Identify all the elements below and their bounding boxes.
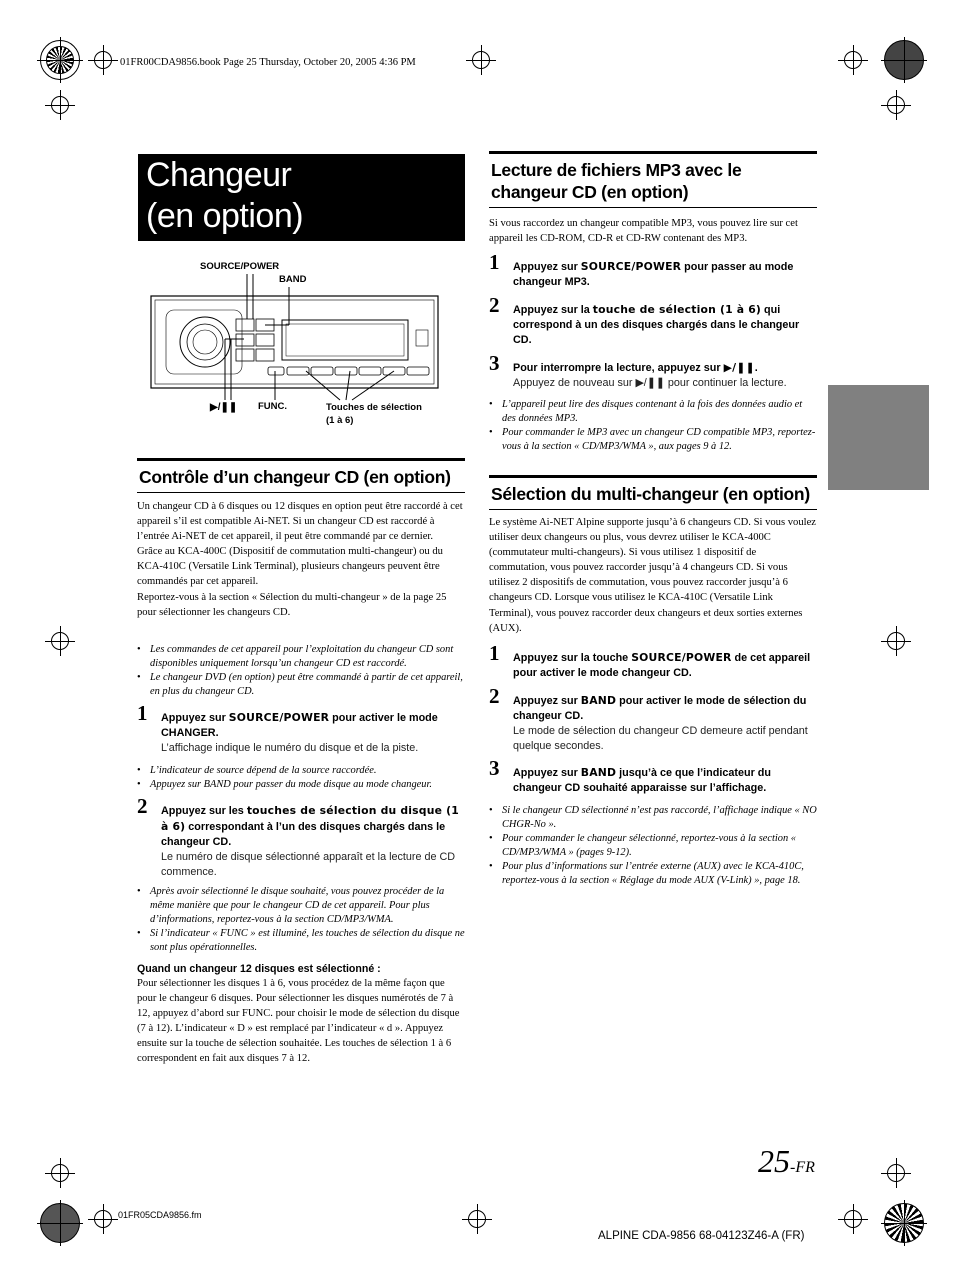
footer-model-code: ALPINE CDA-9856 68-04123Z46-A (FR): [598, 1230, 805, 1242]
key-band: BAND: [580, 766, 617, 779]
key-band: BAND: [580, 694, 617, 707]
registration-mark-icon: [881, 626, 911, 656]
registration-mark-icon: [45, 90, 75, 120]
registration-mark-icon: [466, 45, 496, 75]
paragraph: Reportez-vous à la section « Sélection du multi-changeur » de la page 25 pour sélectionner les changeurs CD.: [137, 591, 447, 618]
label-preset-keys: Touches de sélection (1 à 6): [326, 402, 422, 426]
page-number: 25-FR: [758, 1143, 815, 1179]
note-item: • Les commandes de cet appareil pour l’exploitation du changeur CD sont disponibles uniquement lorsqu’un changeur CD est raccordé.: [137, 643, 465, 671]
registration-mark-icon: [838, 1204, 868, 1234]
registration-mark-icon: [838, 45, 868, 75]
right-heading-multi-block: [489, 475, 817, 510]
left-heading-block: [137, 458, 465, 493]
registration-mark-icon: [45, 1158, 75, 1188]
step-number: 1: [489, 250, 500, 274]
paragraph: Le système Ai-NET Alpine supporte jusqu’à 6 changeurs CD. Si vous voulez utiliser deux changeurs ou plus, vous devrez utiliser le KCA-400C (commutateur multi-changeurs). Si vous utilisez 1 dispositif de commutation, vous pouvez raccorder jusqu’à 4 changeurs CD. Si vous utilisez 2 dispositifs de commutation, vous pouvez raccorder jusqu’à 6 changeurs CD. Lorsque vous utilisez le KCA-410C (Versatile Link Terminal), vous pouvez raccorder deux changeurs et deux sorties externes (AUX).: [489, 517, 816, 634]
note-item: • Pour plus d’informations sur l’entrée externe (AUX) avec le KCA-410C, reportez-vous à la section « Réglage du mode AUX (V-Link) », page 18.: [489, 860, 817, 888]
paragraph: Pour sélectionner les disques 1 à 6, vous procédez de la même façon que pour le changeur 6 disques. Pour sélectionner les disques numérotés de 7 à 12, appuyez d’abord sur FUNC. pour choisir le mode de sélection du disque (7 à 12). L’indicateur « D » est remplacé par l’indicateur « d ». Appuyez ensuite sur la touche de sélection souhaitée. Les touches de sélection 1 à 6 correspondent en fait aux disques 7 à 12.: [137, 978, 460, 1065]
registration-mark-icon: [37, 1200, 83, 1246]
section-side-tab: [828, 385, 929, 490]
registration-mark-icon: [462, 1204, 492, 1234]
section-heading-cd-changer: Contrôle d’un changeur CD (en option): [137, 458, 465, 493]
note-item: • L’appareil peut lire des disques contenant à la fois des données audio et des données MP3.: [489, 398, 817, 426]
step-number: 1: [137, 701, 148, 725]
note-item: • Pour commander le changeur sélectionné, reportez-vous à la section « CD/MP3/WMA » (pages 9-12).: [489, 832, 817, 860]
multi-step-3: 3 Appuyez sur BAND jusqu’à ce que l’indicateur du changeur CD souhaité apparaisse sur l’affichage.: [489, 756, 771, 794]
mp3-notes: [489, 398, 817, 454]
paragraph: Un changeur CD à 6 disques ou 12 disques en option peut être raccordé à cet appareil s’il est compatible Ai-NET. Si un changeur CD est raccordé à l’entrée Ai-NET de cet appareil, il peut être commandé par ce dernier.: [137, 501, 463, 543]
page-title-line2: (en option): [146, 197, 304, 235]
step-number: 3: [489, 351, 500, 375]
key-source-power: SOURCE/POWER: [631, 651, 732, 664]
key-source-power: SOURCE/POWER: [228, 711, 330, 724]
registration-mark-icon: [881, 1200, 927, 1246]
footer-file-name: 01FR05CDA9856.fm: [118, 1210, 202, 1220]
step-number: 3: [489, 756, 500, 780]
registration-mark-icon: [881, 37, 927, 83]
note-item: • L’indicateur de source dépend de la source raccordée.: [137, 764, 465, 778]
registration-mark-icon: [37, 37, 83, 83]
left-notes-3: [137, 885, 465, 955]
step-detail: L’affichage indique le numéro du disque et de la piste.: [161, 742, 419, 754]
paragraph: Grâce au KCA-400C (Dispositif de commutation multi-changeur) ou du KCA-410C (Versatile Link Terminal), plusieurs changeurs peuvent être commandés par cet appareil.: [137, 546, 443, 588]
note-item: • Si le changeur CD sélectionné n’est pas raccordé, l’affichage indique « NO CHGR-No ».: [489, 804, 817, 832]
label-func: FUNC.: [258, 401, 288, 412]
label-play-pause: ▶/❚❚: [210, 402, 238, 413]
mp3-step-1: 1 Appuyez sur SOURCE/POWER pour passer au mode changeur MP3.: [489, 250, 794, 288]
note-item: • Si l’indicateur « FUNC » est illuminé, les touches de sélection du disque ne sont plus opérationnelles.: [137, 927, 465, 955]
step-number: 2: [489, 293, 500, 317]
right-intro-2: [489, 515, 817, 636]
section-heading-mp3: Lecture de fichiers MP3 avec le changeur CD (en option): [489, 151, 817, 208]
page-title: [138, 154, 465, 241]
sub-heading-twelve-disc: Quand un changeur 12 disques est sélectionné :: [137, 963, 381, 975]
left-notes-1: [137, 643, 465, 699]
multi-notes: [489, 804, 817, 888]
multi-step-2: 2 Appuyez sur BAND pour activer le mode de sélection du changeur CD. Le mode de sélection du changeur CD demeure actif pendant quelque secondes.: [489, 693, 817, 754]
right-intro-1: [489, 216, 817, 246]
step-number: 2: [489, 684, 500, 708]
step-detail: Le mode de sélection du changeur CD demeure actif pendant quelque secondes.: [513, 725, 808, 752]
left-step-1: 1 Appuyez sur SOURCE/POWER pour activer le mode CHANGER. L’affichage indique le numéro du disque et de la piste.: [137, 710, 465, 756]
left-twelve-disc: [137, 962, 465, 1067]
key-preset-select: touche de sélection (1 à 6): [592, 303, 762, 316]
registration-mark-icon: [88, 45, 118, 75]
mp3-step-3: 3 Pour interrompre la lecture, appuyez sur ▶/❚❚. Appuyez de nouveau sur ▶/❚❚ pour continuer la lecture.: [489, 360, 817, 391]
page-title-line1: Changeur: [146, 156, 292, 194]
paragraph: Si vous raccordez un changeur compatible MP3, vous pouvez lire sur cet appareil les CD-ROM, CD-R et CD-RW contenant des MP3.: [489, 218, 798, 245]
head-unit-diagram: [150, 260, 460, 430]
section-heading-multi-changer: Sélection du multi-changeur (en option): [489, 475, 817, 510]
key-disc-select: touches de sélection du disque (1 à 6): [161, 804, 459, 833]
left-intro: [137, 499, 465, 620]
step-number: 1: [489, 641, 500, 665]
note-item: • Pour commander le MP3 avec un changeur CD compatible MP3, reportez-vous à la section « CD/MP3/WMA », aux pages 9 à 12.: [489, 426, 817, 454]
note-item: • Après avoir sélectionné le disque souhaité, vous pouvez procéder de la même manière que pour le changeur CD de cet appareil. Pour plus d’informations, reportez-vous à la section CD/MP3/WMA.: [137, 885, 465, 927]
left-step-2: 2 Appuyez sur les touches de sélection du disque (1 à 6) correspondant à l’un des disques chargés dans le changeur CD. Le numéro de disque sélectionné apparaît et la lecture de CD commence.: [137, 803, 465, 880]
registration-mark-icon: [45, 626, 75, 656]
label-source-power: SOURCE/POWER: [200, 261, 280, 272]
step-detail: Le numéro de disque sélectionné apparaît et la lecture de CD commence.: [161, 851, 456, 878]
mp3-step-2: 2 Appuyez sur la touche de sélection (1 à 6) qui correspond à un des disques chargés dans le changeur CD.: [489, 293, 800, 346]
note-item: • Appuyez sur BAND pour passer du mode disque au mode changeur.: [137, 778, 465, 792]
step-detail: Appuyez de nouveau sur ▶/❚❚ pour continuer la lecture.: [513, 377, 787, 389]
left-notes-2: [137, 764, 465, 792]
key-source-power: SOURCE/POWER: [580, 260, 682, 273]
registration-mark-icon: [881, 1158, 911, 1188]
step-number: 2: [137, 794, 148, 818]
label-band: BAND: [279, 274, 307, 285]
registration-mark-icon: [88, 1204, 118, 1234]
note-item: • Le changeur DVD (en option) peut être commandé à partir de cet appareil, en plus du changeur CD.: [137, 671, 465, 699]
right-heading-mp3-block: [489, 151, 817, 208]
book-header-note: 01FR00CDA9856.book Page 25 Thursday, October 20, 2005 4:36 PM: [120, 57, 416, 68]
head-unit-drawing: [150, 260, 460, 430]
multi-step-1: 1 Appuyez sur la touche SOURCE/POWER de cet appareil pour activer le mode changeur CD.: [489, 641, 811, 679]
play-pause-icon: ▶/❚❚: [723, 361, 755, 374]
registration-mark-icon: [881, 90, 911, 120]
